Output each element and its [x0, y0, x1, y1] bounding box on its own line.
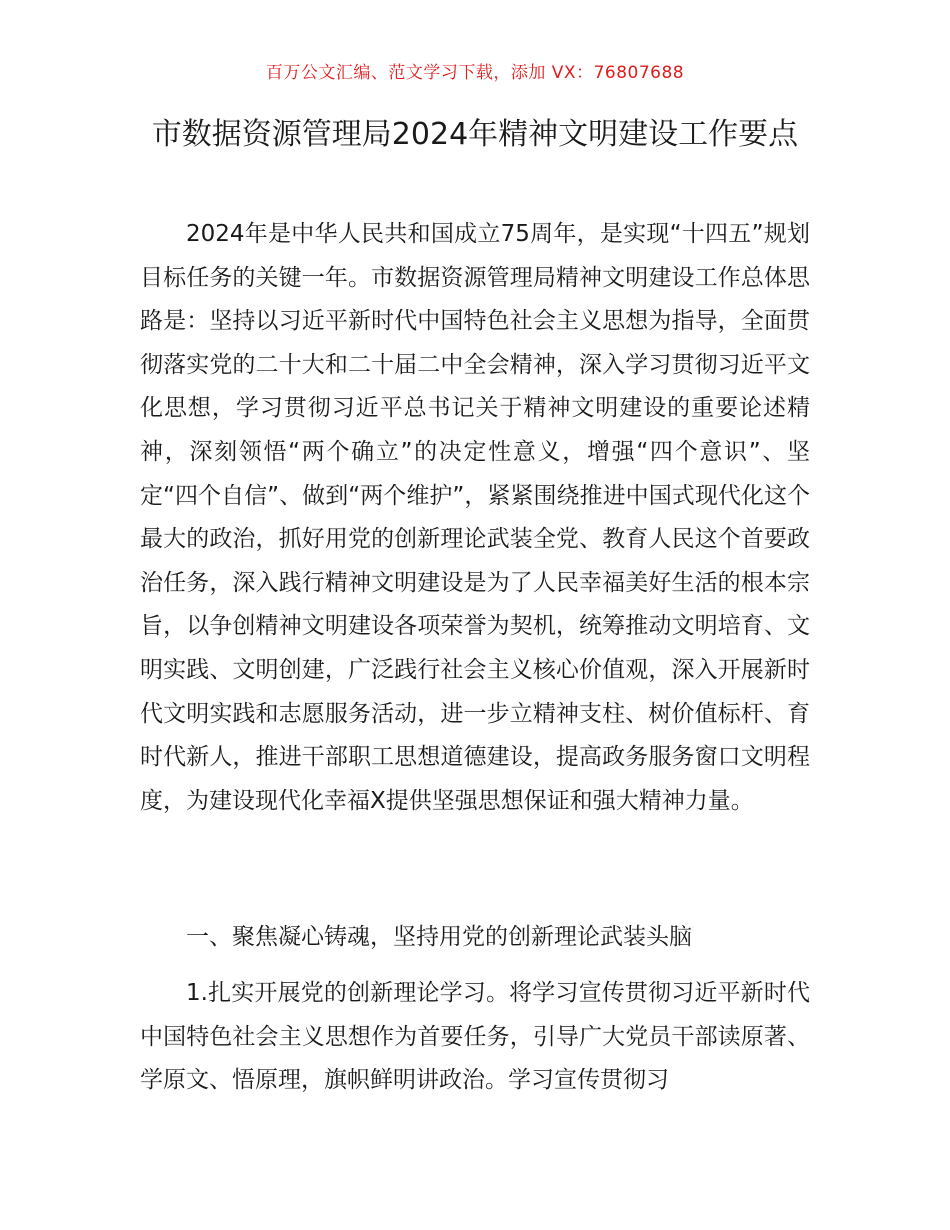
section-heading: 一、聚焦凝心铸魂，坚持用党的创新理论武装头脑	[186, 924, 692, 950]
watermark-header: 百万公文汇编、范文学习下载，添加 VX：76807688	[265, 63, 685, 83]
page-title: 市数据资源管理局2024年精神文明建设工作要点	[151, 117, 799, 152]
item-paragraph: 1.扎实开展党的创新理论学习。将学习宣传贯彻习近平新时代中国特色社会主义思想作为首要任务，引导广大党员干部读原著、学原文、悟原理，旗帜鲜明讲政治。学习宣传贯彻习	[140, 980, 810, 1094]
intro-paragraph: 2024年是中华人民共和国成立75周年，是实现“十四五”规划目标任务的关键一年。市数据资源管理局精神文明建设工作总体思路是：坚持以习近平新时代中国特色社会主义思想为指导，全面贯彻落实党的二十大和二十届二中全会精神，深入学习贯彻习近平文化思想，学习贯彻习近平总书记关于精神文明建设的重要论述精神，深刻领悟“两个确立”的决定性意义，增强“四个意识”、坚定“四个自信”、做到“两个维护”，紧紧围绕推进中国式现代化这个最大的政治，抓好用党的创新理论武装全党、教育人民这个首要政治任务，深入践行精神文明建设是为了人民幸福美好生活的根本宗旨，以争创精神文明建设各项荣誉为契机，统筹推动文明培育、文明实践、文明创建，广泛践行社会主义核心价值观，深入开展新时代文明实践和志愿服务活动，进一步立精神支柱、树价值标杆、育时代新人，推进干部职工思想道德建设，提高政务服务窗口文明程度，为建设现代化幸福X提供坚强思想保证和强大精神力量。	[140, 221, 810, 814]
